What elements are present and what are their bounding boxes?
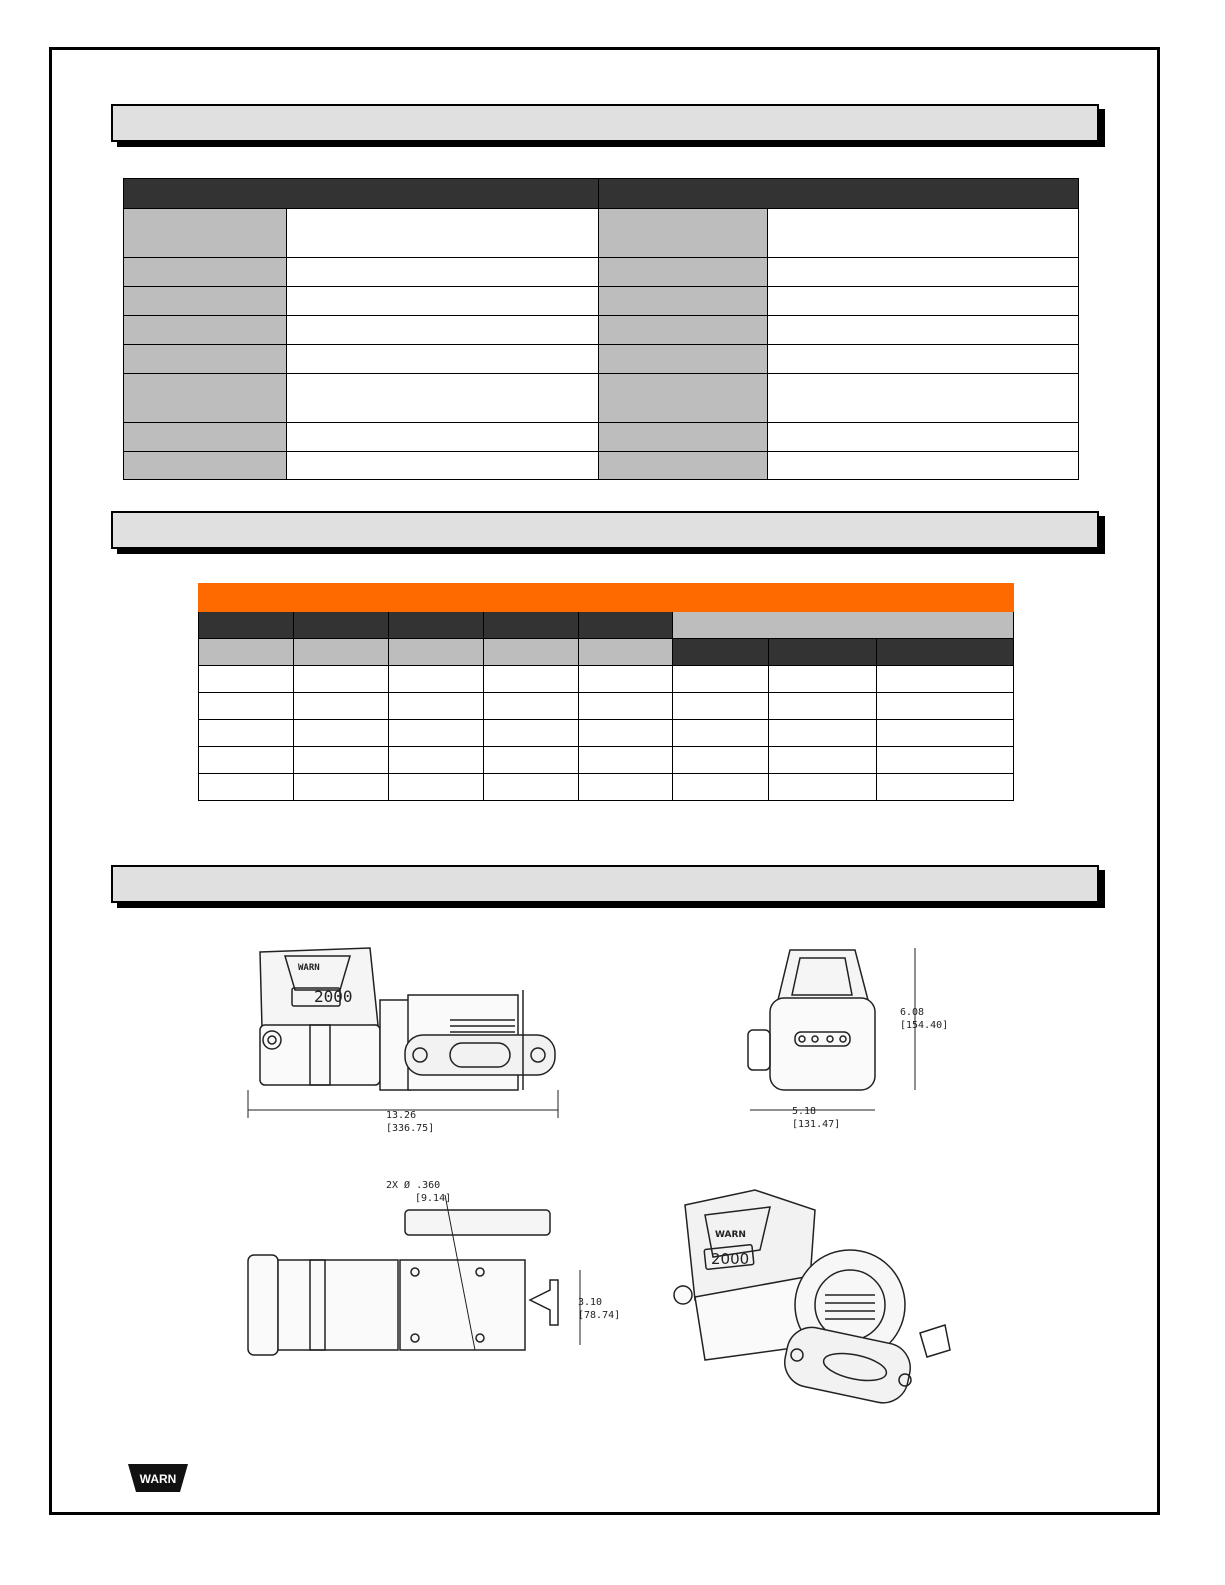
performance-title-row <box>199 584 1014 612</box>
iso-badge-model: 2000 <box>711 1250 750 1268</box>
end-width-mm: [131.47] <box>792 1119 841 1130</box>
table-row <box>199 693 1014 720</box>
end-height: 6.08 <box>900 1007 925 1018</box>
table-row <box>124 423 1079 452</box>
table-row <box>124 452 1079 480</box>
bottom-hole-label: 2X Ø .360 <box>386 1180 441 1191</box>
iso-badge-brand: WARN <box>715 1230 746 1240</box>
side-dim-mm: [336.75] <box>386 1123 435 1134</box>
spec-header-right <box>598 179 1079 209</box>
table-row <box>199 720 1014 747</box>
winch-bottom-view-drawing <box>240 1175 621 1375</box>
end-height-mm: [154.40] <box>900 1020 949 1031</box>
performance-section-bar <box>111 511 1099 549</box>
side-badge-model: 2000 <box>314 987 353 1006</box>
performance-subheader-row <box>199 639 1014 666</box>
table-row <box>124 374 1079 423</box>
end-width: 5.18 <box>792 1106 817 1117</box>
performance-header-row <box>199 612 1014 639</box>
table-row <box>199 666 1014 693</box>
winch-end-view-drawing <box>740 940 950 1140</box>
bottom-dim-mm: [78.74] <box>578 1310 621 1321</box>
warn-logo <box>126 1462 190 1494</box>
table-row <box>124 209 1079 258</box>
specifications-section-bar <box>111 104 1099 142</box>
side-dim: 13.26 <box>386 1110 417 1121</box>
table-row <box>124 345 1079 374</box>
warn-logo-text: WARN <box>139 1472 177 1486</box>
table-row <box>124 258 1079 287</box>
table-row <box>124 316 1079 345</box>
bottom-hole-mm: [9.14] <box>415 1193 452 1204</box>
dimensions-section-bar <box>111 865 1099 903</box>
table-row <box>124 287 1079 316</box>
table-row <box>199 774 1014 801</box>
specifications-table <box>123 178 1079 480</box>
winch-isometric-view-drawing <box>665 1185 975 1420</box>
performance-table <box>198 583 1014 801</box>
side-badge-brand: WARN <box>298 963 320 973</box>
winch-side-view-drawing <box>240 940 570 1140</box>
bottom-dim: 3.10 <box>578 1297 603 1308</box>
spec-header-left <box>124 179 599 209</box>
table-row <box>199 747 1014 774</box>
